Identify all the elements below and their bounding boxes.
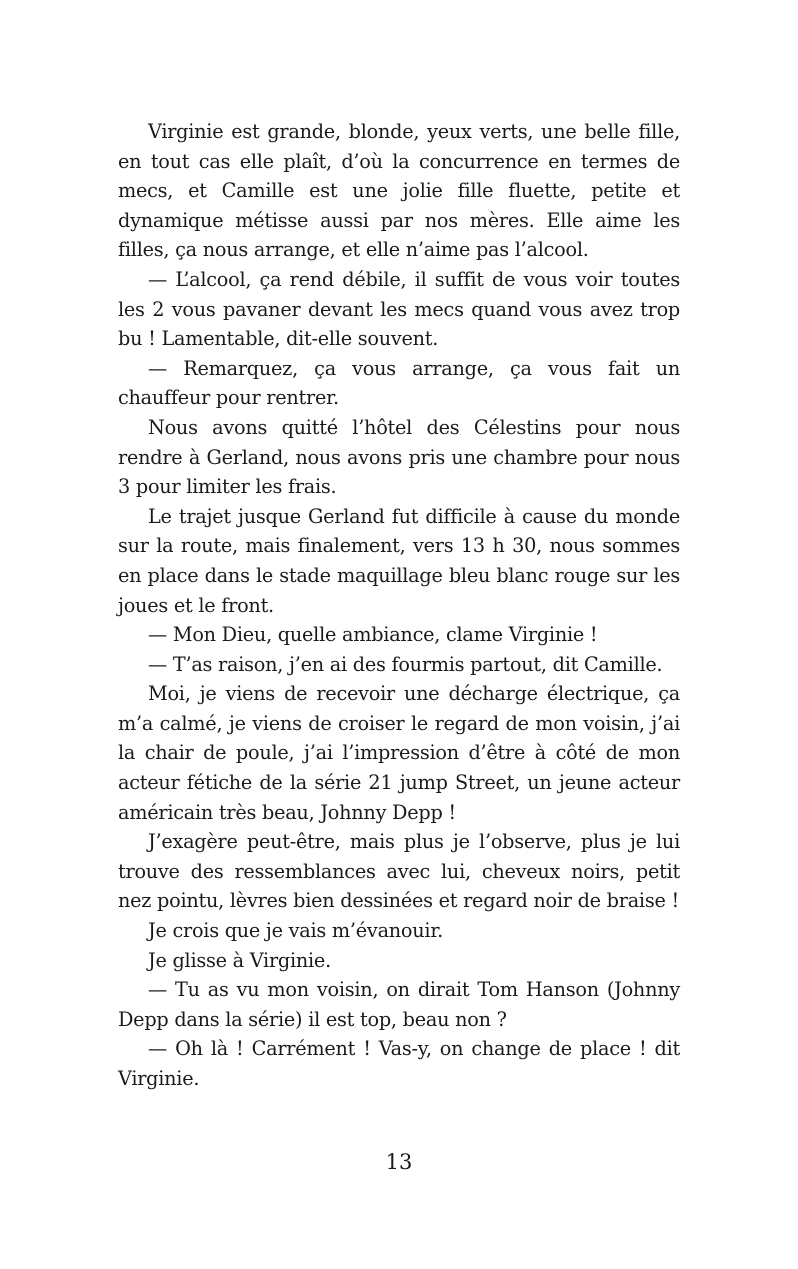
paragraph-10: Je crois que je vais m’évanouir. <box>148 919 444 943</box>
paragraph-8: Moi, je viens de recevoir une décharge électrique, ça m’a calmé, je viens de croiser le regard de mon voisin, j’ai la chair de poule, j’ai l’impression d’être à côté de mon acteur fétiche de la série 21 jump Street, un jeune acteur américain très beau, Johnny Depp ! <box>118 682 680 824</box>
paragraph-6: — Mon Dieu, quelle ambiance, clame Virginie ! <box>148 623 598 647</box>
page-body <box>118 117 680 1094</box>
paragraph-13: — Oh là ! Carrément ! Vas-y, on change de place ! dit Virginie. <box>118 1037 680 1090</box>
paragraph-12: — Tu as vu mon voisin, on dirait Tom Hanson (Johnny Depp dans la série) il est top, beau non ? <box>118 978 680 1031</box>
paragraph-3: — Remarquez, ça vous arrange, ça vous fait un chauffeur pour rentrer. <box>118 356 680 410</box>
page-number: 13 <box>385 1150 413 1174</box>
paragraph-11: Je glisse à Virginie. <box>148 948 331 972</box>
paragraph-9: J’exagère peut-être, mais plus je l’observe, plus je lui trouve des ressemblances avec lui, cheveux noirs, petit nez pointu, lèvres bien dessinées et regard noir de braise ! <box>118 830 680 913</box>
paragraph-2: — L’alcool, ça rend débile, il suffit de vous voir toutes les 2 vous pavaner devant les mecs quand vous avez trop bu ! Lamentable, dit-elle souvent. <box>118 267 680 351</box>
paragraph-5: Le trajet jusque Gerland fut difficile à cause du monde sur la route, mais finalement, vers 13 h 30, nous sommes en place dans le stade maquillage bleu blanc rouge sur les joues et le front. <box>118 504 680 617</box>
paragraph-4: Nous avons quitté l’hôtel des Célestins pour nous rendre à Gerland, nous avons pris une chambre pour nous 3 pour limiter les frais. <box>118 415 680 499</box>
paragraph-7: — T’as raison, j’en ai des fourmis partout, dit Camille. <box>148 652 663 676</box>
paragraph-1: Virginie est grande, blonde, yeux verts, une belle fille, en tout cas elle plaît, d’où la concurrence en termes de mecs, et Camille est une jolie fille fluette, petite et dynamique métisse aussi par nos mères. Elle aime les filles, ça nous arrange, et elle n’aime pas l’alcool. <box>118 120 680 262</box>
